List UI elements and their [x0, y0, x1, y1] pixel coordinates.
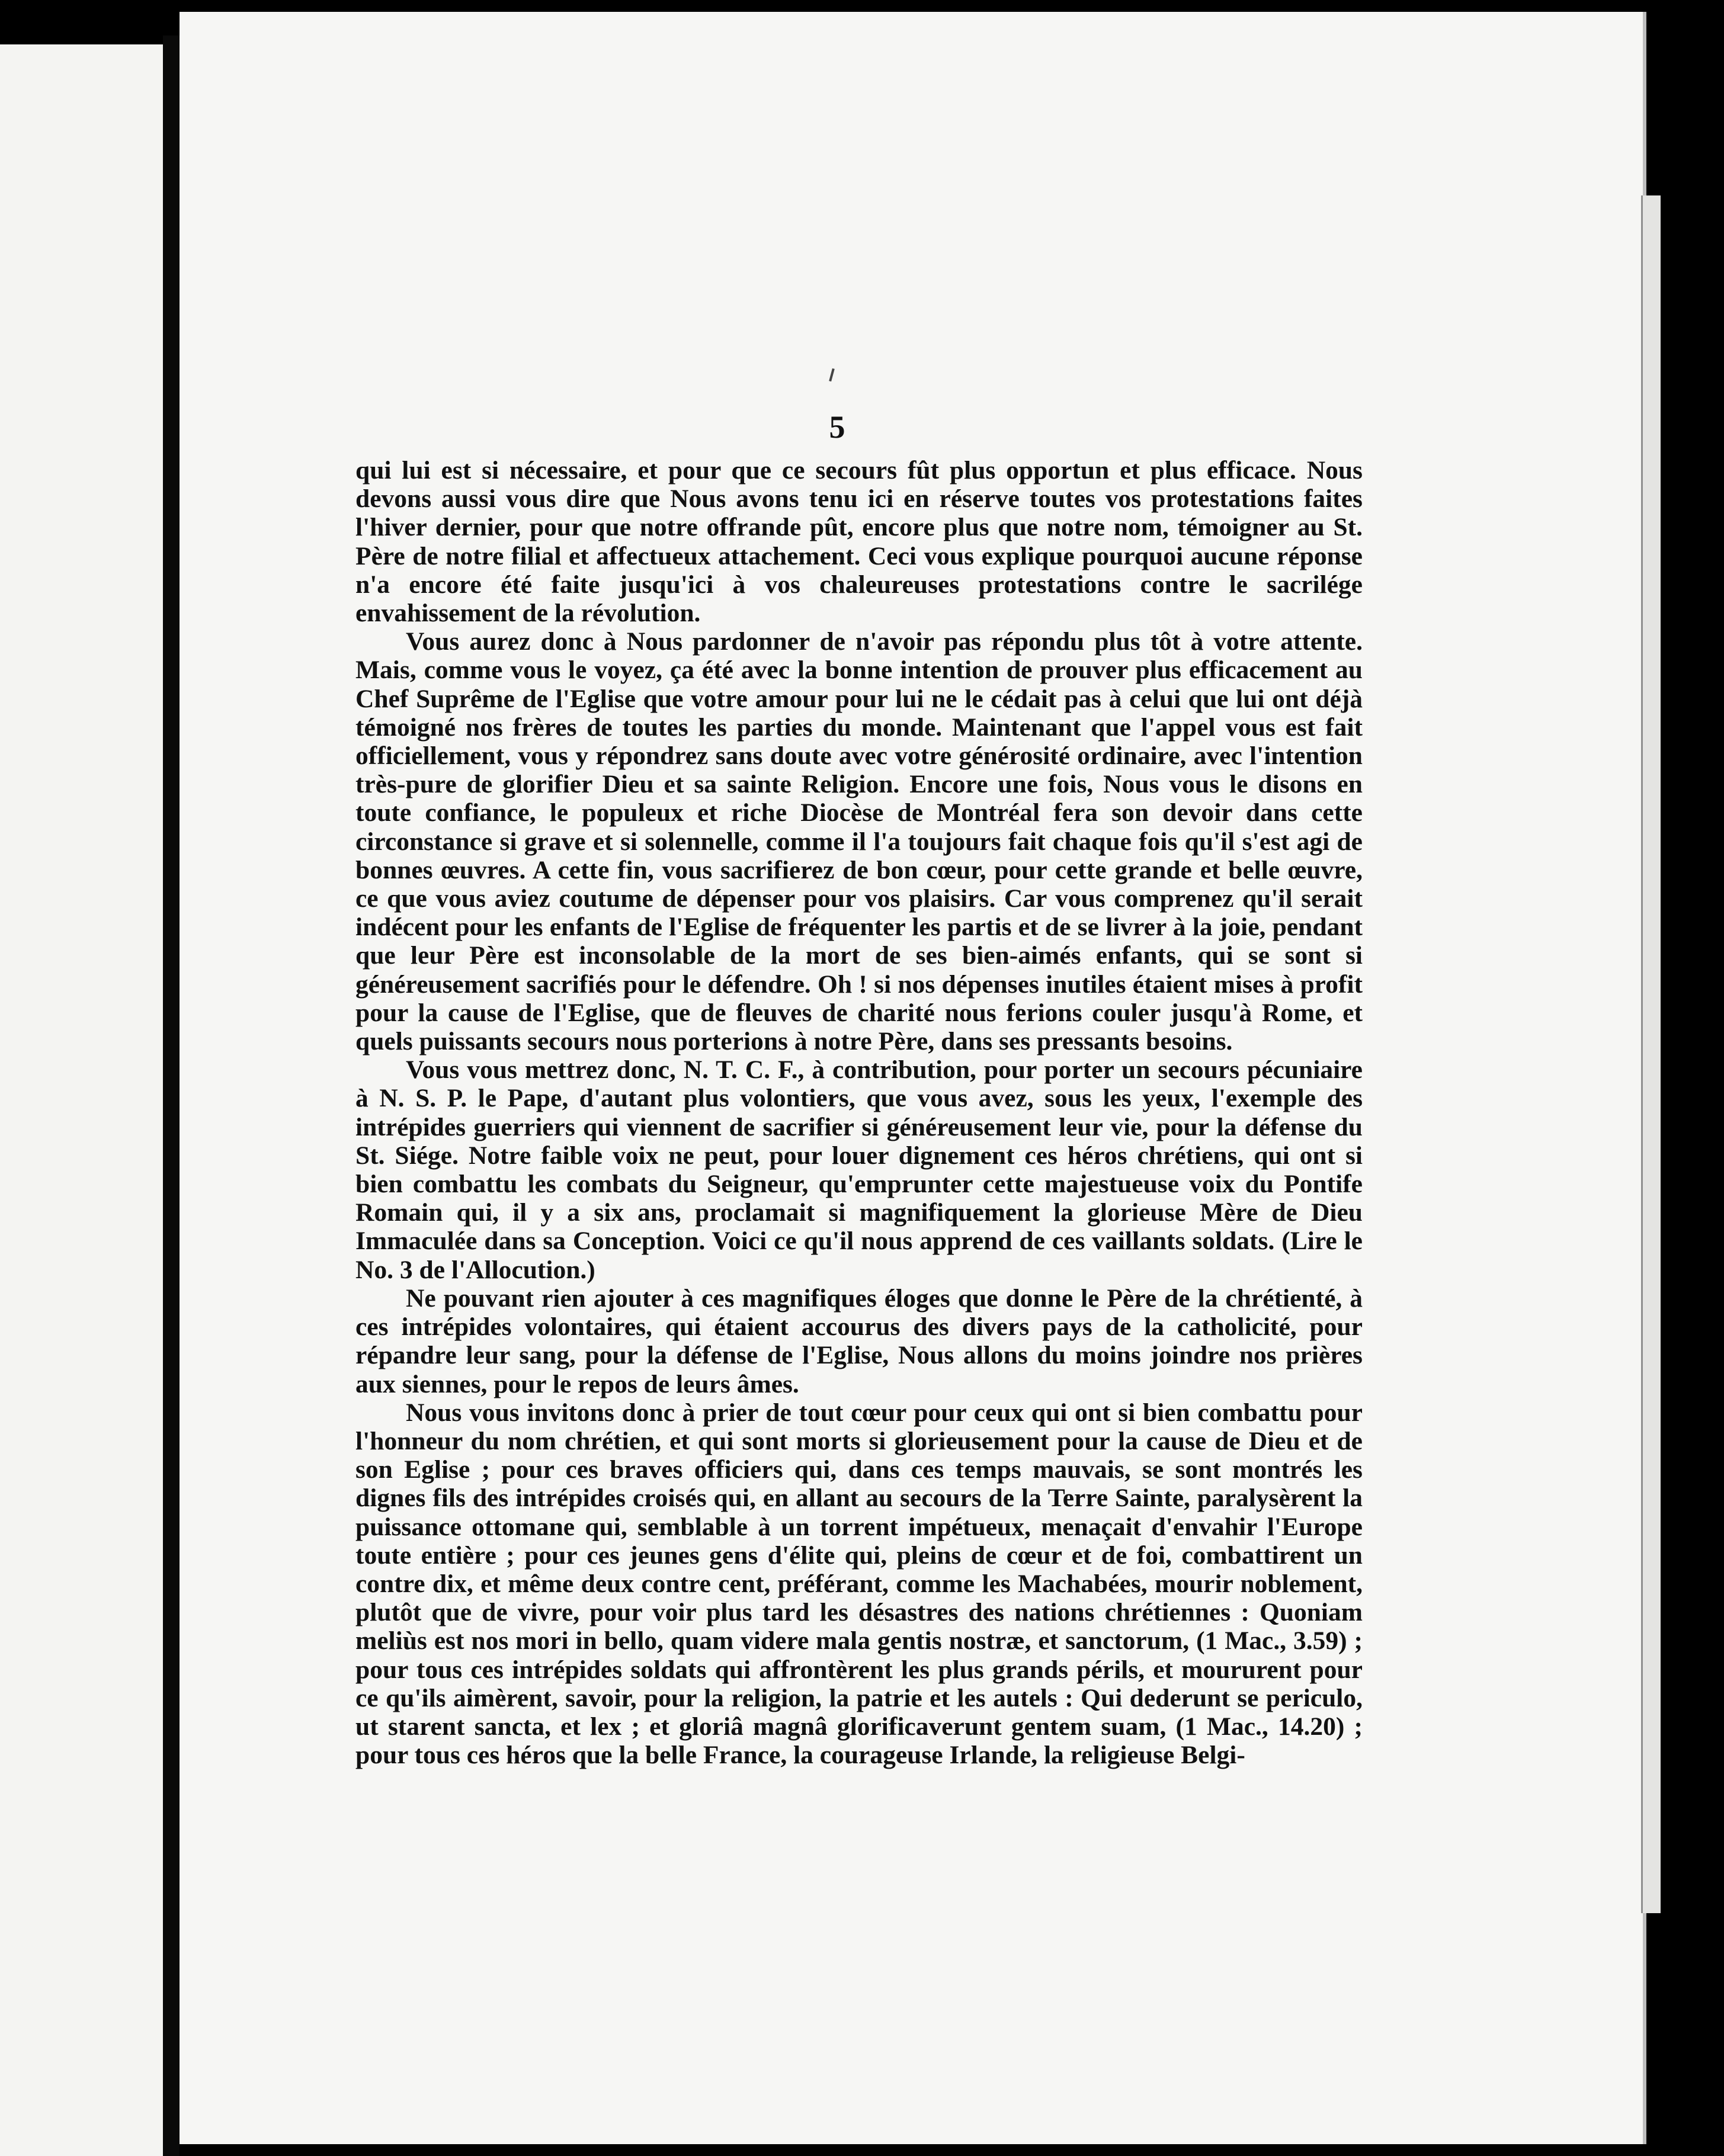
book-gutter	[163, 36, 180, 2156]
paragraph-4: Ne pouvant rien ajouter à ces magnifiques éloges que donne le Père de la chrétienté, à ces intrépides volontaires, qui étaient accourus des divers pays de la catholicité, pour répandre leur sang, pour la défense de l'Eglise, Nous allons du moins joindre nos prières aux siennes, pour le repos de leurs âmes.	[355, 1284, 1363, 1398]
body-text	[355, 456, 1363, 1769]
paragraph-2: Vous aurez donc à Nous pardonner de n'avoir pas répondu plus tôt à votre attente. Mais, comme vous le voyez, ça été avec la bonne intention de prouver plus efficacement au Chef Suprême de l'Eglise que votre amour pour lui ne le cédait pas à celui que lui ont déjà témoigné nos frères de toutes les parties du monde. Maintenant que l'appel vous est fait officiellement, vous y répondrez sans doute avec votre générosité ordinaire, avec l'intention très-pure de glorifier Dieu et sa sainte Religion. Encore une fois, Nous vous le disons en toute confiance, le populeux et riche Diocèse de Montréal fera son devoir dans cette circonstance si grave et si solennelle, comme il l'a toujours fait chaque fois qu'il s'est agi de bonnes œuvres. A cette fin, vous sacrifierez de bon cœur, pour cette grande et belle œuvre, ce que vous aviez coutume de dépenser pour vos plaisirs. Car vous comprenez qu'il serait indécent pour les enfants de l'Eglise de fréquenter les partis et de se livrer à la joie, pendant que leur Père est inconsolable de la mort de ses bien-aimés enfants, qui se sont si généreusement sacrifiés pour le défendre. Oh ! si nos dépenses inutiles étaient mises à profit pour la cause de l'Eglise, que de fleuves de charité nous ferions couler jusqu'à Rome, et quels puissants secours nous porterions à notre Père, dans ses pressants besoins.	[355, 627, 1363, 1056]
paragraph-1: qui lui est si nécessaire, et pour que ce secours fût plus opportun et plus efficace. Nous devons aussi vous dire que Nous avons tenu ici en réserve toutes vos protestations faites l'hiver dernier, pour que notre offrande pût, encore plus que notre nom, témoigner au St. Père de notre filial et affectueux attachement. Ceci vous explique pourquoi aucune réponse n'a encore été faite jusqu'ici à vos chaleureuses protestations contre le sacrilége envahissement de la révolution.	[355, 456, 1363, 628]
left-page-blank	[0, 44, 163, 2156]
page-number: 5	[829, 409, 845, 445]
paragraph-3: Vous vous mettrez donc, N. T. C. F., à contribution, pour porter un secours pécuniaire à N. S. P. le Pape, d'autant plus volontiers, que vous avez, sous les yeux, l'exemple des intrépides guerriers qui viennent de sacrifier si généreusement leur vie, pour la défense du St. Siége. Notre faible voix ne peut, pour louer dignement ces héros chrétiens, qui ont si bien combattu les combats du Seigneur, qu'emprunter cette majestueuse voix du Pontife Romain qui, il y a six ans, proclamait si magnifiquement la glorieuse Mère de Dieu Immaculée dans sa Conception. Voici ce qu'il nous apprend de ces vaillants soldats. (Lire le No. 3 de l'Allocution.)	[355, 1055, 1363, 1284]
paragraph-5: Nous vous invitons donc à prier de tout cœur pour ceux qui ont si bien combattu pour l'honneur du nom chrétien, et qui sont morts si glorieusement pour la cause de Dieu et de son Eglise ; pour ces braves officiers qui, dans ces temps mauvais, se sont montrés les dignes fils des intrépides croisés qui, en allant au secours de la Terre Sainte, paralysèrent la puissance ottomane qui, semblable à un torrent impétueux, menaçait d'envahir l'Europe toute entière ; pour ces jeunes gens d'élite qui, pleins de cœur et de foi, combattirent un contre dix, et même deux contre cent, préférant, comme les Machabées, mourir noblement, plutôt que de vivre, pour voir plus tard les désastres des nations chrétiennes : Quoniam meliùs est nos mori in bello, quam videre mala gentis nostræ, et sanctorum, (1 Mac., 3.59) ; pour tous ces intrépides soldats qui affrontèrent les plus grands périls, et moururent pour ce qu'ils aimèrent, savoir, pour la religion, la patrie et les autels : Qui dederunt se periculo, ut starent sancta, et lex ; et gloriâ magnâ glorificaverunt gentem suam, (1 Mac., 14.20) ; pour tous ces héros que la belle France, la courageuse Irlande, la religieuse Belgi-	[355, 1398, 1363, 1770]
page-edge	[1641, 195, 1661, 1913]
